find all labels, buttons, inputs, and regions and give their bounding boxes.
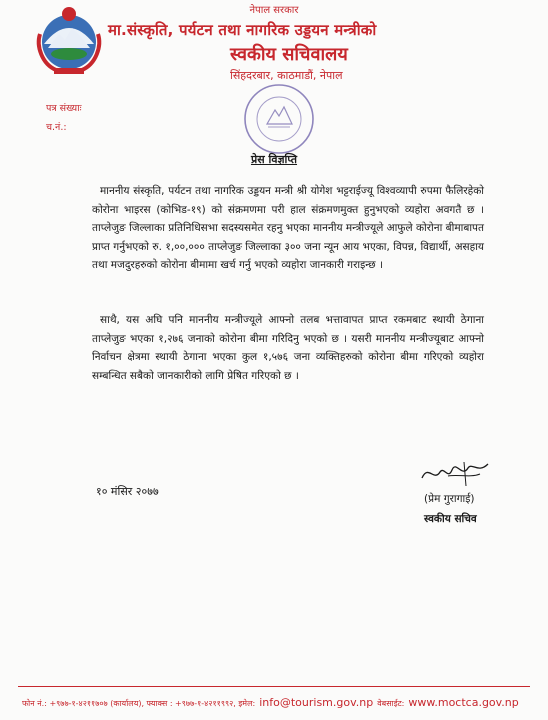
footer-divider [18, 686, 530, 687]
signatory-name: (प्रेम गुरागाई) [424, 493, 475, 505]
letter-number-label: पत्र संख्याः [46, 103, 82, 114]
footer-phone-fax: फोन नं.: +९७७-१-४२११७०७ (कार्यालय), फ्याक्स : +९७७-१-४२११९९२, इमेल: [22, 699, 256, 708]
footer-website: www.moctca.gov.np [408, 696, 519, 709]
office-stamp-seal [240, 80, 318, 158]
ministry-name: मा.संस्कृति, पर्यटन तथा नागरिक उड्डयन मन्त्रीको [108, 21, 377, 39]
footer-contact [22, 696, 530, 709]
signatory-title: स्वकीय सचिव [424, 513, 477, 525]
body-paragraph-2: साथै, यस अघि पनि माननीय मन्त्रीज्यूले आफ्नो तलब भत्तावापत प्राप्त रकमबाट स्थायी ठेगाना ताप्लेजुङ भएका १,२७६ जनाको कोरोना बीमा गरिदिनु भएको छ । यसरी माननीय मन्त्रीज्यूबाट आफ्नो निर्वाचन क्षेत्रमा स्थायी ठेगाना भएका कुल १,५७६ जना व्यक्तिहरुको कोरोना बीमा गरिएको व्यहोरा सम्बन्धित सबैको जानकारीको लागि प्रेषित गरिएको छ । [92, 314, 484, 382]
office-name: स्वकीय सचिवालय [230, 44, 348, 65]
body-paragraph-1: माननीय संस्कृति, पर्यटन तथा नागरिक उड्डयन मन्त्री श्री योगेश भट्टराईज्यू विश्वव्यापी रुपमा फैलिरहेको कोरोना भाइरस (कोभिड-१९) को संक्रमणमा परी हाल संक्रमणमुक्त हुनुभएको व्यहोरा अवगतै छ । ताप्लेजुङ जिल्लाका प्रतिनिधिसभा सदस्यसमेत रहनु भएका माननीय मन्त्रीज्यूले आफुले कोरोना बीमाबापत प्राप्त गर्नुभएको रु. १,००,००० ताप्लेजुङ जिल्लाका ३०० जना न्यून आय भएका, विपन्न, विद्यार्थी, असहाय तथा मजदुरहरुको कोरोना बीमामा खर्च गर्नु भएको व्यहोरा जानकारी गराइन्छ । [92, 185, 485, 272]
government-line: नेपाल सरकार [249, 5, 299, 16]
footer-email: info@tourism.gov.np [259, 696, 374, 709]
office-address: सिंहदरबार, काठमाडौं, नेपाल [230, 69, 343, 82]
footer-website-label: वेबसाईट: [377, 699, 405, 708]
document-date: १० मंसिर २०७७ [96, 485, 159, 498]
dispatch-number-label: च.नं.: [46, 122, 67, 133]
handwritten-signature [418, 456, 492, 490]
document-title: प्रेस विज्ञप्ति [250, 153, 298, 166]
